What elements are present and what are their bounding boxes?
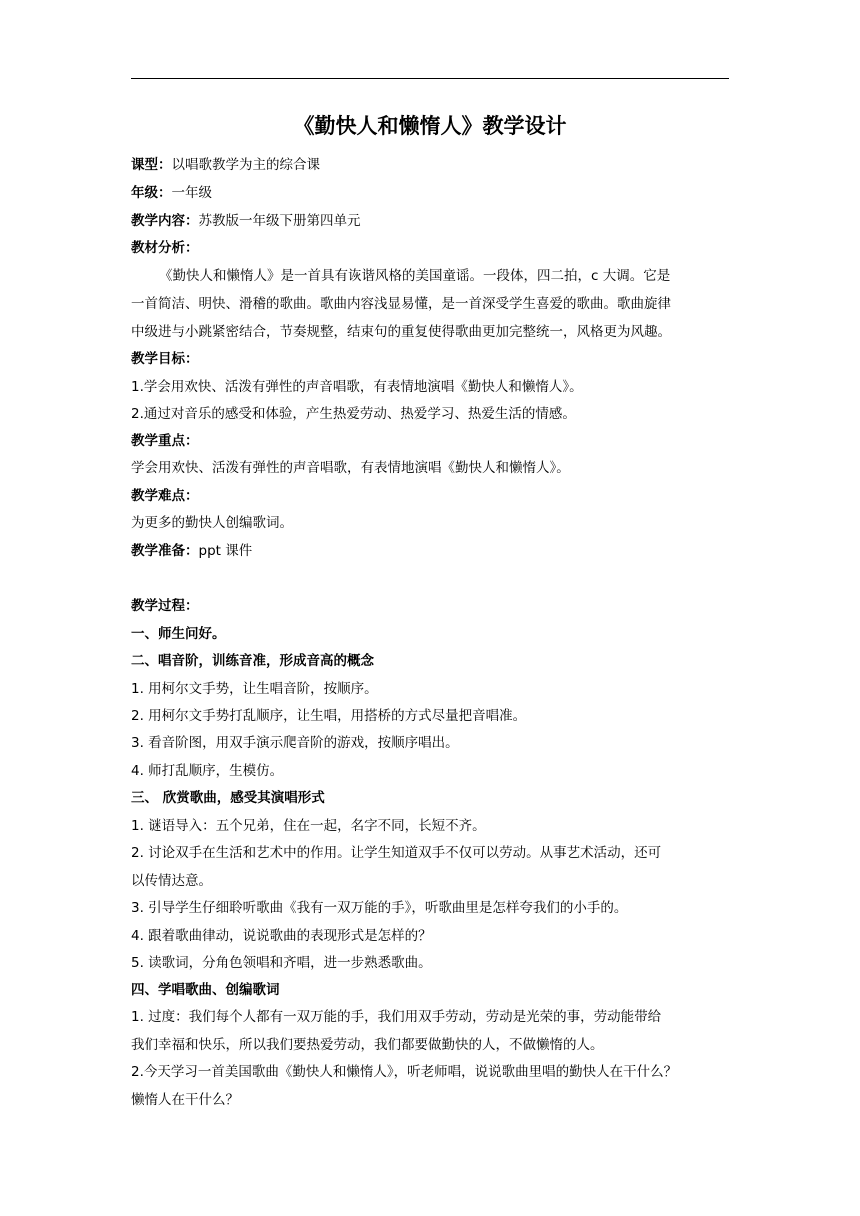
- list-item: 懒惰人在干什么？: [131, 1092, 239, 1108]
- section-heading: 二、唱音阶，训练音准，形成音高的概念: [131, 653, 374, 669]
- analysis-line: 《勤快人和懒惰人》是一首具有诙谐风格的美国童谣。一段体，四二拍，c 大调。它是: [159, 268, 671, 284]
- process-label: 教学过程：: [131, 598, 199, 614]
- difficulty-label: 教学难点：: [131, 488, 199, 504]
- analysis-label: 教材分析：: [131, 240, 199, 256]
- list-item: 3. 看音阶图，用双手演示爬音阶的游戏，按顺序唱出。: [131, 735, 459, 751]
- goals-label: 教学目标：: [131, 351, 199, 367]
- list-item: 2. 讨论双手在生活和艺术中的作用。让学生知道双手不仅可以劳动。从事艺术活动，还可: [131, 845, 662, 861]
- grade-line: [131, 183, 729, 203]
- goal-item: 2.通过对音乐的感受和体验，产生热爱劳动、热爱学习、热爱生活的情感。: [131, 406, 576, 422]
- prep-value: ppt 课件: [198, 543, 253, 559]
- course-type-line: [131, 155, 729, 175]
- header-rule: [131, 78, 729, 79]
- key-label: 教学重点：: [131, 433, 199, 449]
- prep-label: 教学准备：: [131, 543, 199, 559]
- analysis-line: 一首简洁、明快、滑稽的歌曲。歌曲内容浅显易懂，是一首深受学生喜爱的歌曲。歌曲旋律: [131, 296, 671, 312]
- content-line: [131, 211, 729, 231]
- prep-line: [131, 541, 729, 561]
- goal-item: 1.学会用欢快、活泼有弹性的声音唱歌，有表情地演唱《勤快人和懒惰人》。: [131, 379, 583, 395]
- section-heading: 一、师生问好。: [131, 626, 226, 642]
- list-item: 5. 读歌词，分角色领唱和齐唱，进一步熟悉歌曲。: [131, 955, 432, 971]
- list-item: 3. 引导学生仔细聆听歌曲《我有一双万能的手》，听歌曲里是怎样夸我们的小手的。: [131, 900, 628, 916]
- list-item: 2. 用柯尔文手势打乱顺序，让生唱，用搭桥的方式尽量把音唱准。: [131, 708, 527, 724]
- course-type-value: 以唱歌教学为主的综合课: [171, 157, 320, 173]
- list-item: 以传情达意。: [131, 873, 212, 889]
- analysis-line: 中级进与小跳紧密结合，节奏规整，结束句的重复使得歌曲更加完整统一，风格更为风趣。: [131, 324, 671, 340]
- key-text: 学会用欢快、活泼有弹性的声音唱歌，有表情地演唱《勤快人和懒惰人》。: [131, 460, 570, 476]
- course-type-label: 课型：: [131, 157, 172, 173]
- list-item: 1. 用柯尔文手势，让生唱音阶，按顺序。: [131, 681, 378, 697]
- list-item: 1. 过度：我们每个人都有一双万能的手，我们用双手劳动，劳动是光荣的事，劳动能带给: [131, 1009, 662, 1025]
- content-value: 苏教版一年级下册第四单元: [198, 213, 361, 229]
- document-title: 《勤快人和懒惰人》教学设计: [293, 114, 567, 138]
- difficulty-text: 为更多的勤快人创编歌词。: [131, 515, 293, 531]
- list-item: 4. 跟着歌曲律动，说说歌曲的表现形式是怎样的？: [131, 928, 432, 944]
- grade-value: 一年级: [171, 185, 212, 201]
- list-item: 我们幸福和快乐，所以我们要热爱劳动，我们都要做勤快的人，不做懒惰的人。: [131, 1037, 604, 1053]
- list-item: 4. 师打乱顺序，生模仿。: [131, 763, 284, 779]
- list-item: 1. 谜语导入：五个兄弟，住在一起，名字不同，长短不齐。: [131, 818, 486, 834]
- section-heading: 三、 欣赏歌曲，感受其演唱形式: [131, 790, 325, 806]
- list-item: 2.今天学习一首美国歌曲《勤快人和懒惰人》，听老师唱，说说歌曲里唱的勤快人在干什么？: [131, 1064, 678, 1080]
- section-heading: 四、学唱歌曲、创编歌词: [131, 982, 280, 998]
- grade-label: 年级：: [131, 185, 172, 201]
- content-label: 教学内容：: [131, 213, 199, 229]
